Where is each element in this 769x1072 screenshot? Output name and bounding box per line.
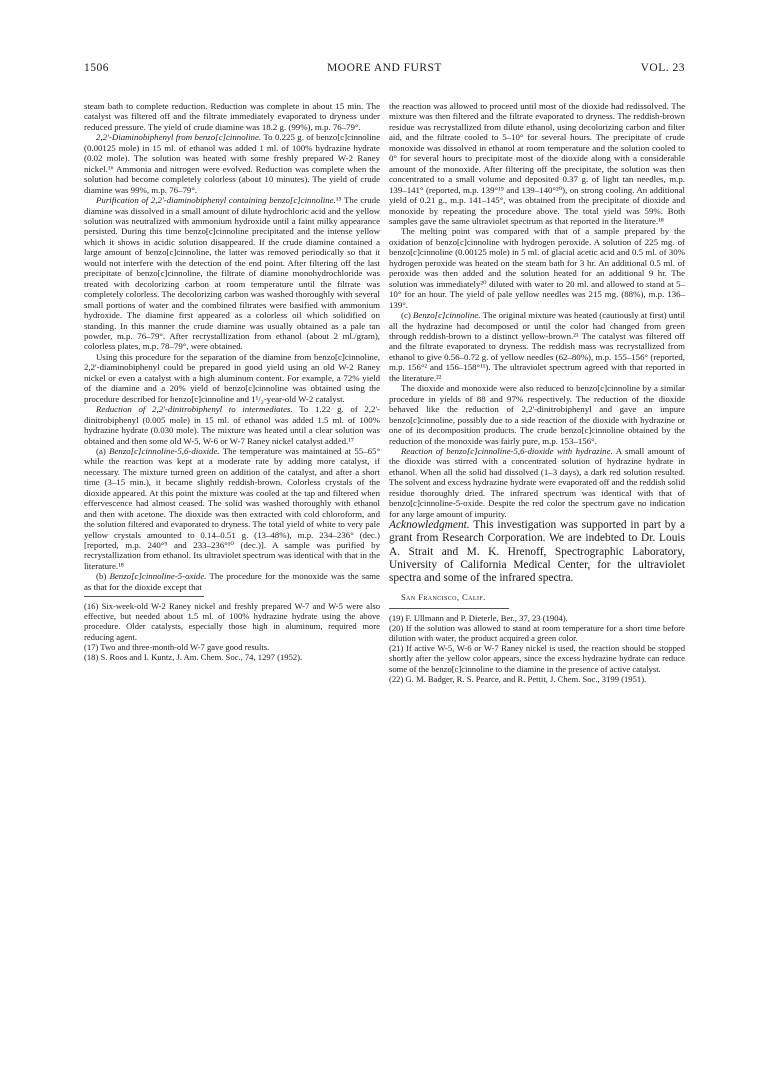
footnote: (22) G. M. Badger, R. S. Pearce, and R. Pettit, J. Chem. Soc., 3199 (1951). (389, 673, 647, 684)
item-label: (b) (96, 571, 110, 582)
acknowledgment (389, 519, 685, 585)
section-heading: Reaction of benzo[c]cinnoline-5,6-dioxide with hydrazine. (401, 445, 613, 456)
section-heading: Benzo[c]cinnoline-5,6-dioxide. (109, 445, 220, 456)
page-number: 1506 (84, 62, 109, 74)
running-title-authors: MOORE AND FURST (327, 62, 442, 74)
paragraph: The melting point was compared with that of a sample prepared by the oxidation of benzo[c]cinnoline with hydrogen peroxide. A solution of 225 mg. of benzo[c]cinnoline (0.00125 mole) in 5 ml. of glacial acetic acid and 0.5 ml. of 30% hydrogen peroxide was heated on the steam bath for 3 hr. An additional 0.5 ml. of peroxide was then added and the solution heated for an additional 9 hr. The solution was immediately²⁰ diluted with water to 20 ml. and allowed to stand at 5–10° for an hour. The yield of pale yellow needles was 215 mg. (88%), m.p. 136–139°. (389, 226, 685, 310)
right-column (389, 101, 685, 684)
paragraph (84, 132, 380, 195)
paragraph (84, 446, 380, 571)
paragraph-body: The procedure for the monoxide was the same as that for the dioxide except that (84, 571, 380, 592)
paragraph-body: To 0.225 g. of benzo[c]cinnoline (0.00125 mole) in 15 ml. of ethanol was added 1 ml. of 100% hydrazine hydrate (0.02 mole). The solution was heated with some freshly prepared W-2 Raney nickel.¹⁶ Ammonia and nitrogen were evolved. Reduction was complete when the solution had become completely colorless (about 10 minutes). The yield of crude diamine was 99%, m.p. 76–79°. (84, 132, 380, 195)
paragraph (389, 310, 685, 383)
section-heading: Benzo[c]cinnoline. (413, 310, 481, 321)
paragraph-body: ¹⁵ The crude diamine was dissolved in a small amount of dilute hydrochloric acid and the yellow solution was neutralized with ammonium hydroxide until a faint milky appearance persisted. During this time benzo[c]cinnoline precipitated and the intense yellow which it shows in acidic solution disappeared. If the crude diamine contained a large amount of benzo[c]cinnoline, the latter was removed periodically so that it would not interfere with the detection of the end point. After filtering off the last precipitate of benzo[c]cinnoline, the filtrate of diamine monohydrochloride was treated with decolorizing carbon at room temperature until the filtrate was completely colorless. The decolorizing carbon was washed thoroughly with several small portions of water and the combined filtrates were basified with ammonium hydroxide. The diamine first appeared as a colorless oil which solidified on standing. In this manner the crude diamine was usually obtained as a pale tan powder, m.p. 76–79°. After recrystallization from ethanol (about 2 ml./gram), colorless plates, m.p. 78–79°, were obtained. (84, 195, 381, 352)
paragraph-body: The original mixture was heated (cautiously at first) until all the hydrazine had decomposed or until the color had changed from green through reddish-brown to a distinct yellow-brown.²¹ The catalyst was filtered off and the filtrate evaporated to dryness. The reddish mass was recrystallized from ethanol to give 0.56–0.72 g. of yellow needles (62–80%), m.p. 155–156° (reported, m.p. 156°² and 156–158°¹¹). The ultraviolet spectrum agreed with that reported in the literature.²² (389, 310, 685, 383)
paragraph: The dioxide and monoxide were also reduced to benzo[c]cinnoline by a similar procedure in yields of 88 and 97% respectively. The reduction of the dioxide behaved like the reduction of 2,2'-dinitrobiphenyl and gave an impure benzo[c]cinnoline, possibly due to a side reaction of the dioxide with hydrazine or one of its decomposition products. The crude benzo[c]cinnoline obtained by the reduction of the monoxide was fairly pure, m.p. 153–156°. (389, 383, 685, 446)
footnote: (21) If active W-5, W-6 or W-7 Raney nickel is used, the reaction should be stopped shortly after the yellow color appears, since the excess hydrazine hydrate can reduce some of the benzo[c]cinnoline to the diamine in the presence of active catalyst. (389, 643, 685, 674)
left-column (84, 101, 380, 662)
item-label: (a) (96, 445, 110, 456)
section-heading: Purification of 2,2'-diaminobiphenyl containing benzo[c]cinnoline. (96, 195, 336, 206)
footnote-divider (389, 608, 509, 609)
acknowledgment-body: This investigation was supported in part by a grant from Research Corporation. We are indebted to Dr. Louis A. Strait and M. K. Hrenoff, Spectrographic Laboratory, University of California Medical Center, for the ultraviolet spectra and some of the infrared spectra. (389, 519, 685, 585)
author-location: San Francisco, Calif. (401, 591, 486, 602)
paragraph: steam bath to complete reduction. Reduction was complete in about 15 min. The catalyst was filtered off and the filtrate immediately evaporated to dryness under reduced pressure. The yield of crude diamine was 18.2 g. (99%), m.p. 76–79°. (84, 101, 380, 132)
item-label: (c) (401, 310, 414, 321)
paragraph (389, 446, 685, 519)
paragraph-body: The temperature was maintained at 55–65° while the reaction was kept at a moderate rate by adding more catalyst, if necessary. The mixture turned green on addition of the catalyst, and after a short time (3–15 min.), it became slightly reddish-brown. Colorless crystals of the dioxide appeared. At this point the mixture was cooled at the tap and filtered when effervescence had almost ceased. The solid was washed thoroughly with ethanol and then with acetone. The dioxide was then extracted with cold chloroform, and the solution filtered and evaporated to dryness. The total yield of white to very pale yellow crystals amounted to 0.14–0.51 g. (13–48%), m.p. 234–236° (dec.) [reported, m.p. 240°⁹ and 233–236°¹⁰ (dec.)]. A sample was purified by recrystallization from ethanol. Its ultraviolet spectrum was identical with that in the literature.¹⁸ (84, 445, 380, 571)
footnote: (18) S. Roos and I. Kuntz, J. Am. Chem. Soc., 74, 1297 (1952). (84, 651, 303, 662)
paragraph: Using this procedure for the separation of the diamine from benzo[c]cinnoline, 2,2'-diaminobiphenyl could be prepared in good yield using an old W-2 Raney nickel or even a catalyst with a high aluminum content. For example, a 72% yield of the diamine and a 20% yield of benzo[c]cinnoline was obtained using the procedure described for benzo[c]cinnoline and 1¹/₂-year-old W-2 catalyst. (84, 351, 380, 404)
paragraph (84, 195, 380, 352)
footnote: (16) Six-week-old W-2 Raney nickel and freshly prepared W-7 and W-5 were also effective, but needed about 1.5 ml. of 100% hydrazine hydrate using the above procedure. Older catalysts, especially those high in aluminum, required more reducing agent. (84, 601, 380, 642)
running-header (84, 62, 685, 78)
section-heading: 2,2'-Diaminobiphenyl from benzo[c]cinnoline. (96, 132, 262, 143)
paragraph (84, 571, 380, 592)
acknowledgment-heading: Acknowledgment. (389, 519, 470, 532)
paragraph-body: A small amount of the dioxide was stirred with a concentrated solution of hydrazine hydrate in ethanol. When all the solid had dissolved (1–3 days), a dark red solution resulted. The solvent and excess hydrazine hydrate were evaporated off and the reddish solid residue thoroughly dried. The infrared spectrum was identical with that of benzo[c]cinnoline-5-oxide. Despite the red color the spectrum gave no indication for any large amount of impurity. (389, 445, 685, 519)
volume-label: VOL. 23 (640, 62, 685, 74)
footnote: (20) If the solution was allowed to stand at room temperature for a short time before dilution with water, the product acquired a green color. (389, 623, 685, 644)
paragraph (84, 404, 380, 446)
footnote: (19) F. Ullmann and P. Dieterle, Ber., 37, 23 (1904). (389, 613, 568, 624)
section-heading: Benzo[c]cinnoline-5-oxide. (109, 571, 207, 582)
footnote-divider (84, 596, 204, 597)
footnote: (17) Two and three-month-old W-7 gave good results. (84, 641, 270, 652)
paragraph-body: To 1.22 g. of 2,2'-dinitrobiphenyl (0.005 mole) in 15 ml. of ethanol was added 1.5 ml. of 100% hydrazine hydrate (0.030 mole). The mixture was heated until a clear solution was obtained and then some old W-5, W-6 or W-7 Raney nickel catalyst added.¹⁷ (84, 404, 381, 446)
section-heading: Reduction of 2,2'-dinitrobiphenyl to intermediates. (96, 404, 293, 415)
paragraph: the reaction was allowed to proceed until most of the dioxide had redissolved. The mixture was then filtered and the filtrate evaporated to dryness. The reddish-brown residue was recrystallized from dilute ethanol, using decolorizing carbon and filter aid, and the filtrate cooled to 5–10° for several hours. The precipitate of crude monoxide was dissolved in ethanol at room temperature and the solution cooled to 0° for several hours to precipitate most of the dioxide along with a considerable amount of the monoxide. After filtering off the precipitate, the solution was then concentrated to a small volume and deposited 0.37 g. of light tan needles, m.p. 139–141° (reported, m.p. 139°¹⁹ and 139–140°²⁰), on strong cooling. An additional yield of 0.21 g., m.p. 141–145°, was obtained from the precipitate of dioxide and monoxide by repeating the procedure above. The total yield was 59%. Both samples gave the same ultraviolet spectrum as that reported in the literature.¹⁸ (389, 101, 685, 226)
